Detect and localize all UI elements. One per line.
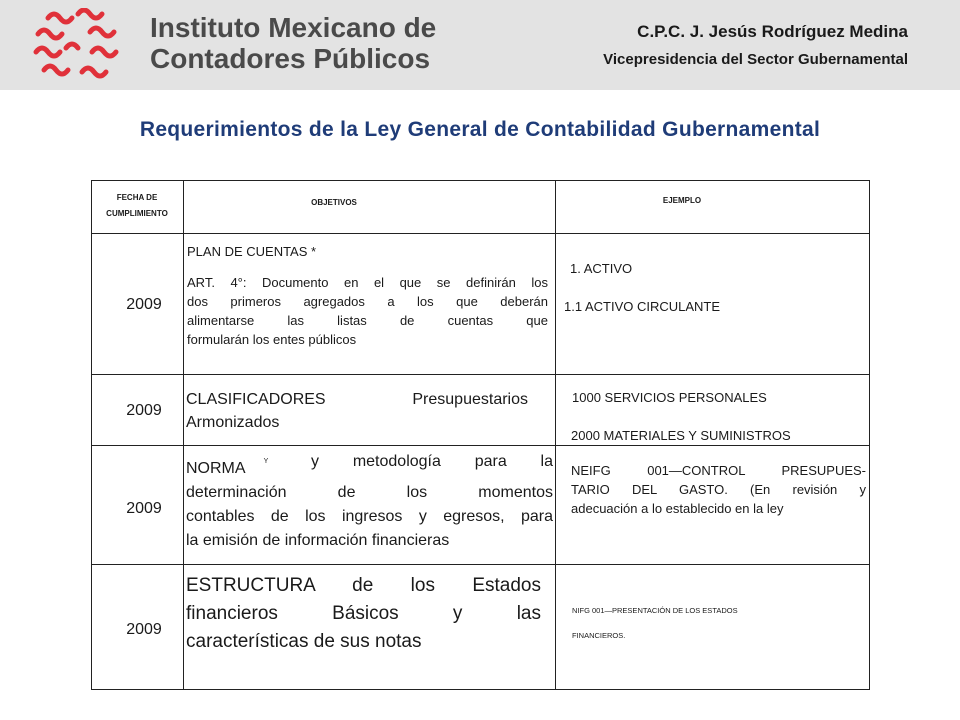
objective-line: determinación de los momentos	[186, 484, 553, 501]
table-row-4-example	[572, 598, 738, 648]
presenter-role: Vicepresidencia del Sector Gubernamental	[603, 51, 908, 68]
objective-line: contables de los ingresos y egresos, para	[186, 508, 553, 525]
organization-name	[150, 12, 436, 74]
table-border-top	[91, 180, 870, 181]
table-border-bottom	[91, 689, 870, 690]
column-header-fecha-line1: FECHA DE	[116, 193, 158, 202]
objective-line: formularán los entes públicos	[187, 332, 357, 347]
objective-line: la emisión de información financieras	[186, 532, 450, 549]
table-header-bottom	[91, 233, 870, 234]
column-header-fecha	[91, 190, 183, 222]
table-row-2-example-1: 1000 SERVICIOS PERSONALES	[572, 390, 767, 405]
org-line-1: Instituto Mexicano de	[150, 12, 437, 43]
norma-word: NORMA	[186, 460, 246, 477]
table-row-2-year: 2009	[126, 402, 162, 419]
table-row-1-objective-title: PLAN DE CUENTAS *	[187, 244, 317, 259]
objective-first-line	[186, 450, 553, 481]
objective-line: ART. 4°: Documento en el que se definirán los	[187, 275, 548, 290]
table-row-2-objective	[186, 388, 528, 434]
column-header-objetivos: OBJETIVOS	[311, 198, 357, 207]
table-border-left	[91, 180, 92, 690]
table-row-2-example-2: 2000 MATERIALES Y SUMINISTROS	[571, 428, 791, 443]
objective-line: financieros Básicos y las	[186, 603, 541, 624]
table-row-3-example	[571, 461, 866, 518]
table-row-3-year: 2009	[126, 500, 162, 517]
table-row-1-year: 2009	[126, 296, 162, 313]
objective-first-word	[186, 450, 268, 481]
column-header-fecha-line2: CUMPLIMIENTO	[106, 209, 168, 218]
table-border-right	[869, 180, 870, 690]
table-row-divider-1	[91, 374, 870, 375]
table-row-4-objective	[186, 572, 541, 656]
column-header-ejemplo: EJEMPLO	[662, 196, 702, 205]
org-line-2: Contadores Públicos	[150, 43, 431, 74]
example-line: TARIO DEL GASTO. (En revisión y	[571, 482, 866, 497]
objective-line: alimentarse las listas de cuentas que	[187, 313, 548, 328]
table-row-1-example-2: 1.1 ACTIVO CIRCULANTE	[564, 299, 721, 314]
slide-title: Requerimientos de la Ley General de Contabilidad Gubernamental	[139, 118, 821, 141]
example-line: FINANCIEROS.	[572, 631, 626, 640]
example-line: NIFG 001—PRESENTACIÓN DE LOS ESTADOS	[572, 606, 738, 615]
table-row-divider-3	[91, 564, 870, 565]
objective-line: Armonizados	[186, 414, 280, 431]
imcp-logo-icon	[30, 8, 130, 84]
table-row-4-year: 2009	[126, 621, 162, 638]
table-row-1-objective	[187, 273, 548, 349]
presenter-block	[603, 20, 908, 73]
superscript-mark: Y	[263, 458, 269, 465]
presenter-name: C.P.C. J. Jesús Rodríguez Medina	[637, 22, 908, 41]
table-divider-col2	[555, 180, 556, 690]
table-row-3-objective	[186, 450, 553, 553]
objective-line: dos primeros agregados a los que deberán	[187, 294, 548, 309]
objective-line: ESTRUCTURA de los Estados	[186, 575, 541, 596]
table-row-divider-2	[91, 445, 870, 446]
table-divider-col1	[183, 180, 184, 690]
example-line: adecuación a lo establecido en la ley	[571, 501, 784, 516]
objective-line: CLASIFICADORES Presupuestarios	[186, 391, 528, 408]
table-row-1-example-1: 1. ACTIVO	[570, 261, 633, 276]
objective-line: características de sus notas	[186, 631, 422, 652]
header-banner	[0, 0, 960, 90]
objective-first-rest: y metodología para la	[311, 453, 553, 470]
example-line: NEIFG 001—CONTROL PRESUPUES-	[571, 463, 866, 478]
